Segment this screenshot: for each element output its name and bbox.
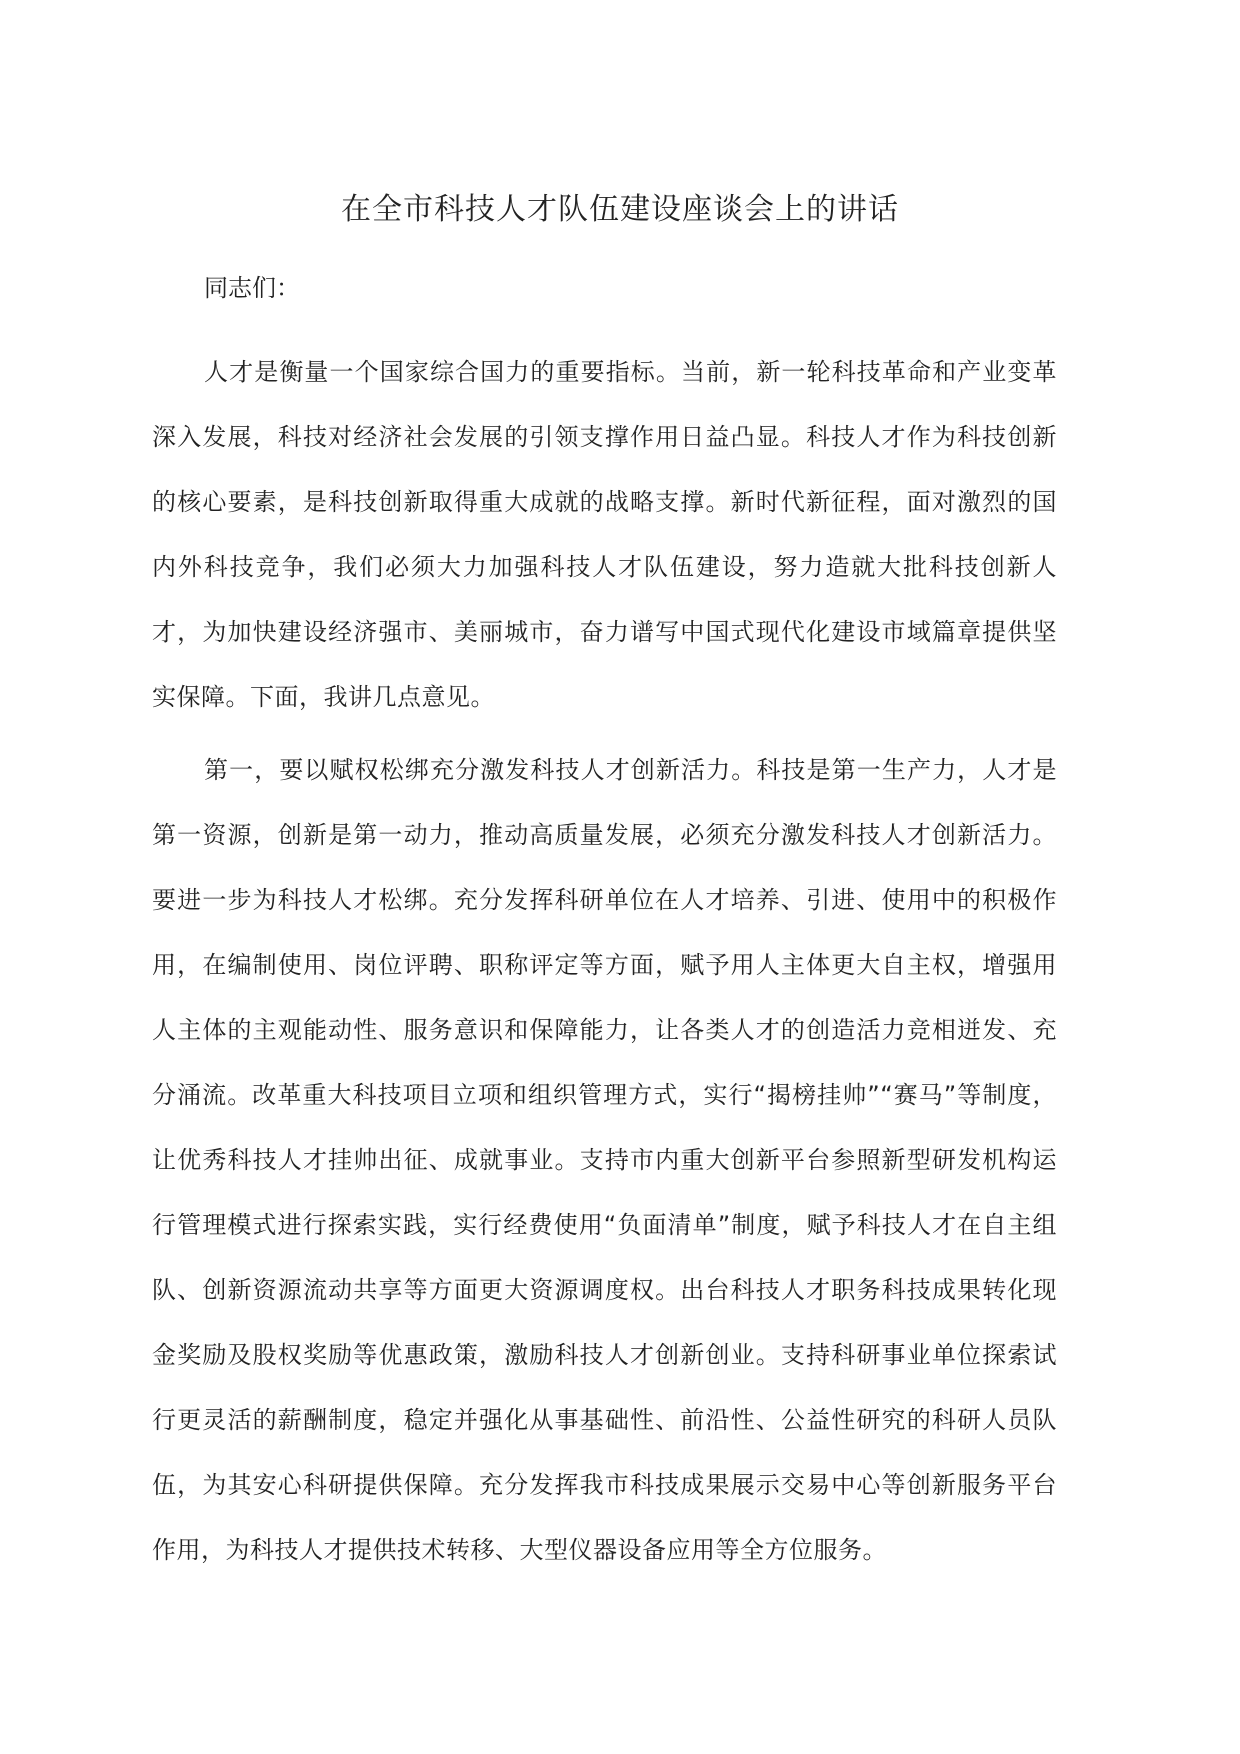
paragraph-intro: 人才是衡量一个国家综合国力的重要指标。当前，新一轮科技革命和产业变革深入发展，科技对经济社会发展的引领支撑作用日益凸显。科技人才作为科技创新的核心要素，是科技创新取得重大成就的战略支撑。新时代新征程，面对激烈的国内外科技竞争，我们必须大力加强科技人才队伍建设，努力造就大批科技创新人才，为加快建设经济强市、美丽城市，奋力谱写中国式现代化建设市域篇章提供坚实保障。下面，我讲几点意见。 bbox=[152, 358, 1057, 711]
document-body bbox=[152, 340, 1057, 1591]
paragraph-first-point: 第一，要以赋权松绑充分激发科技人才创新活力。科技是第一生产力，人才是第一资源，创新是第一动力，推动高质量发展，必须充分激发科技人才创新活力。要进一步为科技人才松绑。充分发挥科研单位在人才培养、引进、使用中的积极作用，在编制使用、岗位评聘、职称评定等方面，赋予用人主体更大自主权，增强用人主体的主观能动性、服务意识和保障能力，让各类人才的创造活力竞相迸发、充分涌流。改革重大科技项目立项和组织管理方式，实行“揭榜挂帅”“赛马”等制度，让优秀科技人才挂帅出征、成就事业。支持市内重大创新平台参照新型研发机构运行管理模式进行探索实践，实行经费使用“负面清单”制度，赋予科技人才在自主组队、创新资源流动共享等方面更大资源调度权。出台科技人才职务科技成果转化现金奖励及股权奖励等优惠政策，激励科技人才创新创业。支持科研事业单位探索试行更灵活的薪酬制度，稳定并强化从事基础性、前沿性、公益性研究的科研人员队伍，为其安心科研提供保障。充分发挥我市科技成果展示交易中心等创新服务平台作用，为科技人才提供技术转移、大型仪器设备应用等全方位服务。 bbox=[152, 756, 1057, 1564]
salutation: 同志们： bbox=[204, 274, 300, 302]
document-title: 在全市科技人才队伍建设座谈会上的讲话 bbox=[341, 192, 899, 227]
